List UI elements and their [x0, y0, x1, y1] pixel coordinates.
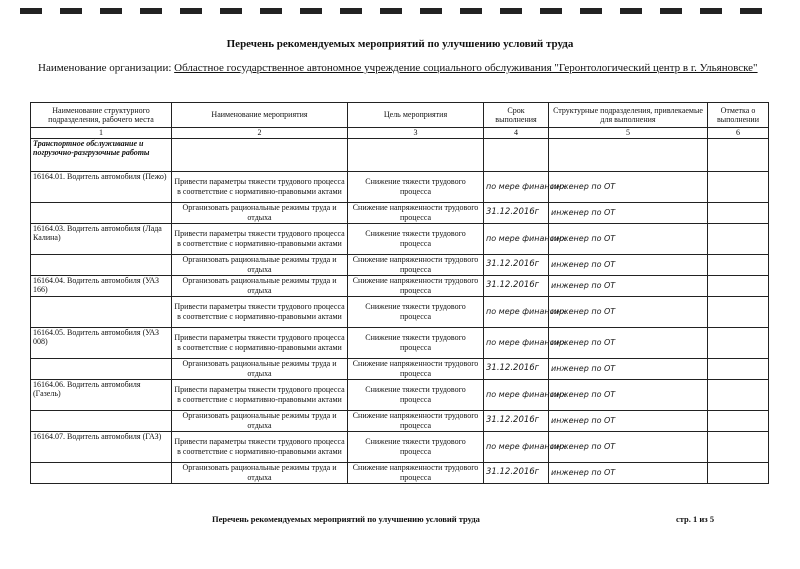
department-cell: инженер по ОТ [549, 379, 708, 410]
column-number-row [31, 128, 769, 139]
table-row [31, 379, 769, 410]
workplace-cell [31, 358, 172, 379]
goal-cell: Снижение напряженности трудового процесса [348, 275, 484, 296]
column-header: Наименование структурного подразделения, рабочего места [31, 103, 172, 128]
workplace-cell: 16164.03. Водитель автомобиля (Лада Калина) [31, 223, 172, 254]
measure-cell: Организовать рациональные режимы труда и отдыха [172, 202, 348, 223]
measure-cell: Привести параметры тяжести трудового процесса в соответствие с нормативно-правовыми актами [172, 296, 348, 327]
workplace-cell: 16164.04. Водитель автомобиля (УАЗ 166) [31, 275, 172, 296]
deadline-cell: 31.12.2016г [484, 410, 549, 431]
goal-cell: Снижение тяжести трудового процесса [348, 223, 484, 254]
column-number: 5 [549, 128, 708, 139]
column-number: 1 [31, 128, 172, 139]
table-row [31, 171, 769, 202]
column-number: 6 [708, 128, 769, 139]
deadline-cell: по мере финансир. [484, 296, 549, 327]
department-cell: инженер по ОТ [549, 202, 708, 223]
department-cell: инженер по ОТ [549, 410, 708, 431]
department-cell: инженер по ОТ [549, 171, 708, 202]
deadline-cell: 31.12.2016г [484, 202, 549, 223]
goal-cell: Снижение тяжести трудового процесса [348, 327, 484, 358]
measure-cell: Организовать рациональные режимы труда и отдыха [172, 410, 348, 431]
table-row [31, 275, 769, 296]
table-row [31, 327, 769, 358]
completion-mark-cell [708, 171, 769, 202]
department-cell: инженер по ОТ [549, 327, 708, 358]
completion-mark-cell [708, 358, 769, 379]
table-body [31, 171, 769, 483]
department-cell: инженер по ОТ [549, 358, 708, 379]
completion-mark-cell [708, 410, 769, 431]
workplace-cell: 16164.01. Водитель автомобиля (Пежо) [31, 171, 172, 202]
measure-cell: Организовать рациональные режимы труда и отдыха [172, 358, 348, 379]
footer-title: Перечень рекомендуемых мероприятий по улучшению условий труда [212, 514, 480, 524]
completion-mark-cell [708, 296, 769, 327]
deadline-cell: 31.12.2016г [484, 275, 549, 296]
completion-mark-cell [708, 431, 769, 462]
column-number: 3 [348, 128, 484, 139]
deadline-cell: по мере финансир. [484, 223, 549, 254]
measures-table [30, 102, 769, 484]
deadline-cell: 31.12.2016г [484, 462, 549, 483]
table-header-row [31, 103, 769, 128]
department-cell: инженер по ОТ [549, 431, 708, 462]
completion-mark-cell [708, 202, 769, 223]
goal-cell: Снижение напряженности трудового процесса [348, 254, 484, 275]
page-number: стр. 1 из 5 [676, 514, 715, 524]
goal-cell: Снижение напряженности трудового процесса [348, 410, 484, 431]
goal-cell: Снижение тяжести трудового процесса [348, 171, 484, 202]
table-row [31, 358, 769, 379]
measure-cell: Привести параметры тяжести трудового процесса в соответствие с нормативно-правовыми актами [172, 171, 348, 202]
department-cell: инженер по ОТ [549, 223, 708, 254]
table-row [31, 462, 769, 483]
workplace-cell [31, 296, 172, 327]
workplace-cell: 16164.05. Водитель автомобиля (УАЗ 008) [31, 327, 172, 358]
column-number: 2 [172, 128, 348, 139]
deadline-cell: по мере финансир. [484, 171, 549, 202]
workplace-cell [31, 202, 172, 223]
measure-cell: Организовать рациональные режимы труда и отдыха [172, 462, 348, 483]
goal-cell: Снижение напряженности трудового процесса [348, 462, 484, 483]
table-row [31, 254, 769, 275]
perforation-strip [20, 8, 790, 14]
column-number: 4 [484, 128, 549, 139]
completion-mark-cell [708, 462, 769, 483]
completion-mark-cell [708, 254, 769, 275]
department-cell: инженер по ОТ [549, 462, 708, 483]
completion-mark-cell [708, 327, 769, 358]
deadline-cell: 31.12.2016г [484, 358, 549, 379]
department-cell: инженер по ОТ [549, 296, 708, 327]
goal-cell: Снижение напряженности трудового процесса [348, 202, 484, 223]
goal-cell: Снижение тяжести трудового процесса [348, 379, 484, 410]
deadline-cell: по мере финансир. [484, 327, 549, 358]
column-header: Структурные подразделения, привлекаемые для выполнения [549, 103, 708, 128]
goal-cell: Снижение тяжести трудового процесса [348, 431, 484, 462]
department-cell: инженер по ОТ [549, 254, 708, 275]
organization-name: Областное государственное автономное учреждение социального обслуживания "Геронтологический центр в г. Ульяновске" [174, 62, 758, 74]
deadline-cell: по мере финансир. [484, 379, 549, 410]
measure-cell: Привести параметры тяжести трудового процесса в соответствие с нормативно-правовыми актами [172, 223, 348, 254]
column-header: Цель мероприятия [348, 103, 484, 128]
measure-cell: Организовать рациональные режимы труда и отдыха [172, 254, 348, 275]
measure-cell: Привести параметры тяжести трудового процесса в соответствие с нормативно-правовыми актами [172, 379, 348, 410]
measure-cell: Привести параметры тяжести трудового процесса в соответствие с нормативно-правовыми актами [172, 431, 348, 462]
deadline-cell: по мере финансир. [484, 431, 549, 462]
table-row [31, 296, 769, 327]
table-row [31, 202, 769, 223]
department-cell: инженер по ОТ [549, 275, 708, 296]
completion-mark-cell [708, 275, 769, 296]
workplace-cell: 16164.07. Водитель автомобиля (ГАЗ) [31, 431, 172, 462]
workplace-cell [31, 254, 172, 275]
table-row [31, 223, 769, 254]
completion-mark-cell [708, 223, 769, 254]
goal-cell: Снижение напряженности трудового процесса [348, 358, 484, 379]
column-header: Срок выполнения [484, 103, 549, 128]
column-header: Отметка о выполнении [708, 103, 769, 128]
workplace-cell: 16164.06. Водитель автомобиля (Газель) [31, 379, 172, 410]
document-title: Перечень рекомендуемых мероприятий по улучшению условий труда [226, 38, 574, 50]
table-row [31, 431, 769, 462]
organization-label: Наименование организации: [38, 62, 172, 74]
workplace-cell [31, 462, 172, 483]
completion-mark-cell [708, 379, 769, 410]
measure-cell: Привести параметры тяжести трудового процесса в соответствие с нормативно-правовыми актами [172, 327, 348, 358]
measure-cell: Организовать рациональные режимы труда и отдыха [172, 275, 348, 296]
workplace-cell [31, 410, 172, 431]
section-row [31, 138, 769, 171]
organization-line [38, 62, 778, 75]
deadline-cell: 31.12.2016г [484, 254, 549, 275]
table-row [31, 410, 769, 431]
column-header: Наименование мероприятия [172, 103, 348, 128]
section-title: Транспортное обслуживание и погрузочно-разгрузочные работы [31, 138, 172, 171]
goal-cell: Снижение тяжести трудового процесса [348, 296, 484, 327]
